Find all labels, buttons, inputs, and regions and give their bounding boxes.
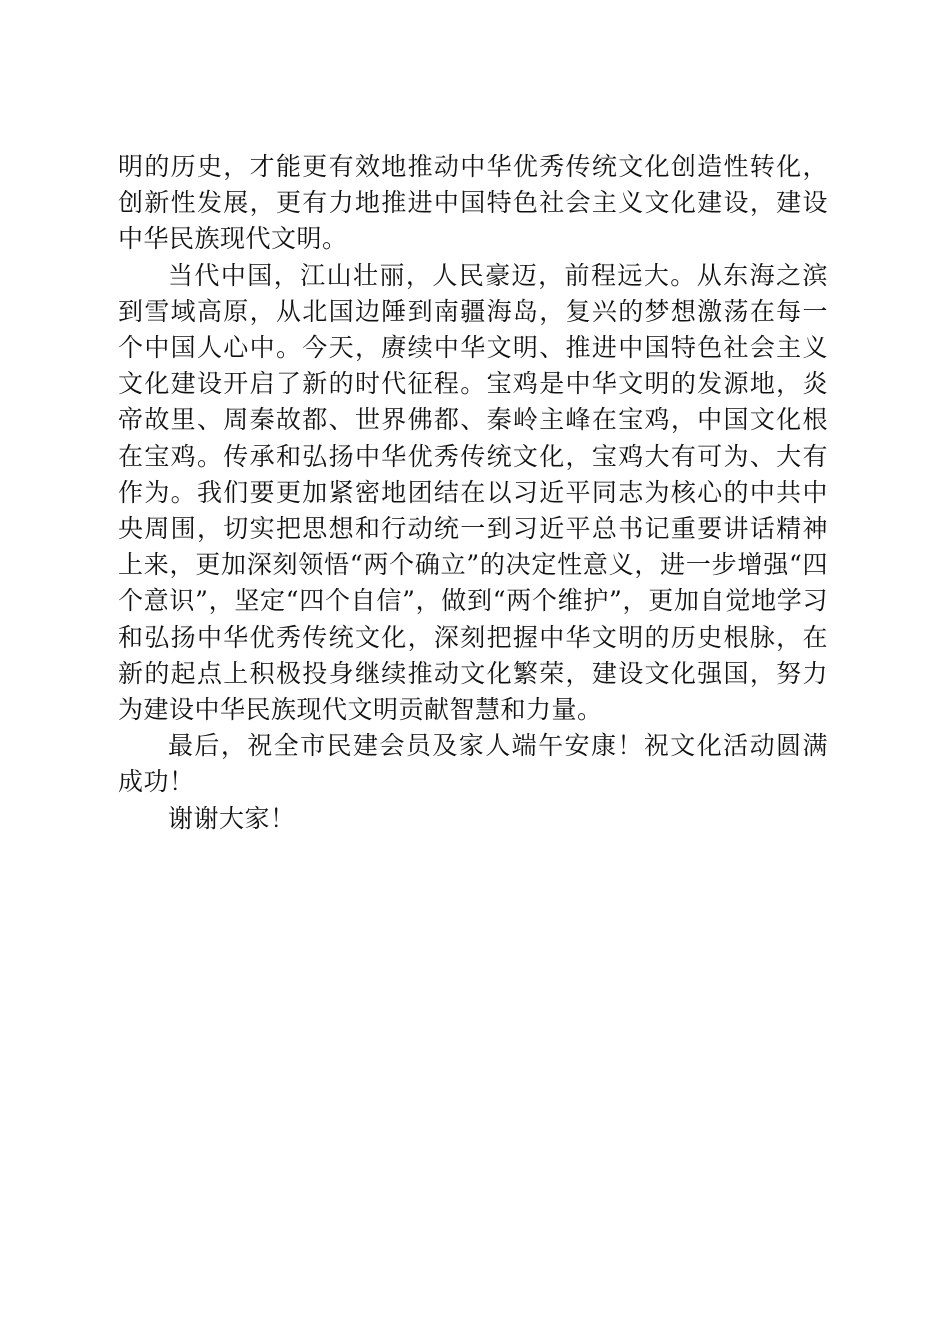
paragraph-closing-wishes: 最后，祝全市民建会员及家人端午安康！祝文化活动圆满成功！	[118, 731, 828, 797]
document-body	[118, 149, 828, 837]
paragraph-thanks: 谢谢大家！	[168, 803, 296, 833]
paragraph-continuation: 明的历史，才能更有效地推动中华优秀传统文化创造性转化，创新性发展，更有力地推进中国特色社会主义文化建设，建设中华民族现代文明。	[118, 152, 828, 254]
paragraph-contemporary-china: 当代中国，江山壮丽，人民豪迈，前程远大。从东海之滨到雪域高原，从北国边陲到南疆海岛，复兴的梦想激荡在每一个中国人心中。今天，赓续中华文明、推进中国特色社会主义文化建设开启了新的时代征程。宝鸡是中华文明的发源地，炎帝故里、周秦故都、世界佛都、秦岭主峰在宝鸡，中国文化根在宝鸡。传承和弘扬中华优秀传统文化，宝鸡大有可为、大有作为。我们要更加紧密地团结在以习近平同志为核心的中共中央周围，切实把思想和行动统一到习近平总书记重要讲话精神上来，更加深刻领悟“两个确立”的决定性意义，进一步增强“四个意识”，坚定“四个自信”，做到“两个维护”，更加自觉地学习和弘扬中华优秀传统文化，深刻把握中华文明的历史根脉，在新的起点上积极投身继续推动文化繁荣，建设文化强国，努力为建设中华民族现代文明贡献智慧和力量。	[118, 260, 828, 725]
